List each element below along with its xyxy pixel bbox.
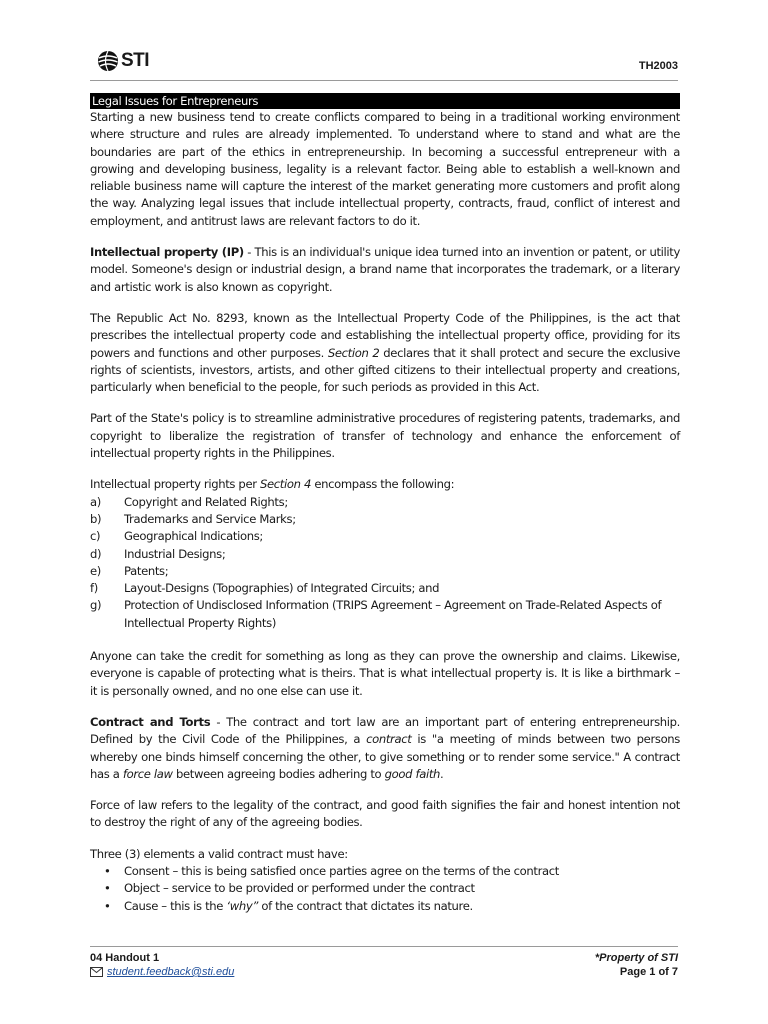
state-policy-paragraph: Part of the State's policy is to streamline administrative procedures of registering patents, trademarks, and copyright to liberalize the registration of transfer of technology and enhance the enforcement of intellectual property rights in the Philippines. bbox=[90, 411, 680, 461]
list-item bbox=[90, 880, 680, 897]
ra-text-1: The Republic Act No. 8293, known as the Intellectual Property Code of the Philippines, is the act that prescribes the intellectual property code and establishing the intellectual property office, providing for its powers and functions and other purposes. bbox=[90, 310, 680, 360]
force-of-law-paragraph: Force of law refers to the legality of the contract, and good faith signifies the fair and honest intention not to destroy the right of any of the agreeing bodies. bbox=[90, 798, 680, 830]
element-text: Consent – this is being satisfied once parties agree on the terms of the contract bbox=[124, 863, 559, 878]
footer-divider bbox=[90, 946, 678, 947]
feedback-email-link[interactable]: student.feedback@sti.edu bbox=[107, 966, 235, 978]
list-text: Trademarks and Service Marks; bbox=[124, 511, 296, 526]
list-text bbox=[124, 898, 680, 915]
list-marker: b) bbox=[90, 511, 102, 526]
contract-def-d: . bbox=[440, 766, 444, 781]
force-law-term: force law bbox=[122, 766, 173, 781]
rights-intro bbox=[90, 476, 680, 493]
bullet-icon: • bbox=[104, 863, 111, 878]
contract-definition-paragraph bbox=[90, 714, 680, 783]
ra-text-2: declares that it shall protect and secure the exclusive rights of scientists, investors, artists, and other gifted citizens to their intellectual property and creations, particularly when beneficial to the people, for such periods as provided in this Act. bbox=[90, 345, 680, 395]
handout-label: 04 Handout 1 bbox=[90, 952, 160, 964]
rights-section-ref: Section 4 bbox=[259, 477, 311, 492]
document-code: TH2003 bbox=[638, 60, 678, 72]
list-text: Patents; bbox=[124, 563, 169, 578]
good-faith-term: good faith bbox=[384, 766, 441, 781]
list-item bbox=[90, 863, 680, 880]
elements-intro: Three (3) elements a valid contract must have: bbox=[90, 846, 348, 861]
ra-section-ref: Section 2 bbox=[327, 345, 380, 360]
sti-logo bbox=[96, 49, 149, 73]
header-divider bbox=[90, 80, 678, 81]
list-marker: e) bbox=[90, 563, 101, 578]
contract-elements-list bbox=[90, 863, 680, 915]
list-item bbox=[90, 898, 680, 915]
list-item bbox=[90, 580, 680, 597]
list-marker: f) bbox=[90, 581, 98, 596]
rights-intro-a: Intellectual property rights per bbox=[90, 477, 260, 492]
list-marker: d) bbox=[90, 546, 102, 561]
contract-term: Contract and Torts bbox=[90, 714, 211, 729]
list-text bbox=[124, 863, 680, 880]
envelope-icon bbox=[90, 967, 103, 977]
list-item bbox=[90, 511, 680, 528]
element-text-end: of the contract that dictates its nature. bbox=[258, 898, 473, 913]
ip-definition: - This is an individual's unique idea turned into an invention or patent, or utility model. Someone's design or industrial design, a brand name that incorporates the trademark, or a literary and artistic work is also known as copyright. bbox=[90, 245, 680, 294]
list-text: Industrial Designs; bbox=[124, 546, 226, 561]
contract-def-b: is "a meeting of minds between two persons whereby one binds himself concerning the other, to give something or to render some service." A contract has a bbox=[90, 732, 680, 781]
ip-definition-paragraph bbox=[90, 244, 680, 296]
property-label: *Property of STI bbox=[594, 952, 678, 964]
list-text bbox=[124, 880, 680, 897]
list-text: Layout-Designs (Topographies) of Integrated Circuits; and bbox=[124, 581, 440, 596]
list-item bbox=[90, 563, 680, 580]
bullet-icon: • bbox=[104, 898, 111, 913]
bullet-icon: • bbox=[104, 881, 111, 896]
list-text: Geographical Indications; bbox=[124, 529, 263, 544]
contract-def-c: between agreeing bodies adhering to bbox=[172, 766, 385, 781]
intro-paragraph: Starting a new business tend to create conflicts compared to being in a traditional working environment where structure and rules are already implemented. To understand where to stand and what are the boundaries are part of the ethics in entrepreneurship. In becoming a successful entrepreneur with a growing and developing business, legality is a relevant factor. Being able to establish a well-known and reliable business name will capture the interest of the market generating more customers and profit along the way. Analyzing legal issues that include intellectual property, contracts, fraud, conflict of interest and employment, and antitrust laws are relevant factors to do it. bbox=[90, 110, 680, 228]
list-text: Copyright and Related Rights; bbox=[124, 494, 288, 509]
ownership-paragraph: Anyone can take the credit for something as long as they can prove the ownership and claims. Likewise, everyone is capable of protecting what is theirs. That is what intellectual property is. It is like a birthmark – it is personally owned, and no one else can use it. bbox=[90, 649, 680, 698]
list-marker: a) bbox=[90, 494, 101, 509]
element-text: Cause – this is the bbox=[124, 898, 227, 913]
document-body bbox=[90, 93, 680, 915]
section-title: Legal Issues for Entrepreneurs bbox=[90, 93, 680, 109]
republic-act-paragraph bbox=[90, 310, 680, 396]
list-marker: c) bbox=[90, 529, 101, 544]
list-item bbox=[90, 597, 680, 632]
element-emphasis: ‘why” bbox=[226, 898, 259, 913]
sti-globe-icon bbox=[96, 49, 120, 73]
logo-text: STI bbox=[121, 50, 150, 71]
list-item bbox=[90, 528, 680, 545]
contract-def-em: contract bbox=[366, 732, 412, 747]
list-item bbox=[90, 546, 680, 563]
rights-intro-b: encompass the following: bbox=[310, 477, 455, 492]
element-text: Object – service to be provided or performed under the contract bbox=[124, 881, 475, 896]
contract-def-a: - The contract and tort law are an important part of entering entrepreneurship. Defined by the Civil Code of the Philippines, a bbox=[90, 714, 680, 747]
ip-term: Intellectual property (IP) bbox=[90, 245, 244, 260]
list-item bbox=[90, 494, 680, 511]
list-text: Protection of Undisclosed Information (TRIPS Agreement – Agreement on Trade-Related Aspects of Intellectual Property Rights) bbox=[124, 598, 662, 630]
ip-rights-list bbox=[90, 494, 680, 632]
feedback-email-row bbox=[90, 966, 234, 978]
list-marker: g) bbox=[90, 598, 102, 613]
page-number: Page 1 of 7 bbox=[619, 966, 678, 978]
